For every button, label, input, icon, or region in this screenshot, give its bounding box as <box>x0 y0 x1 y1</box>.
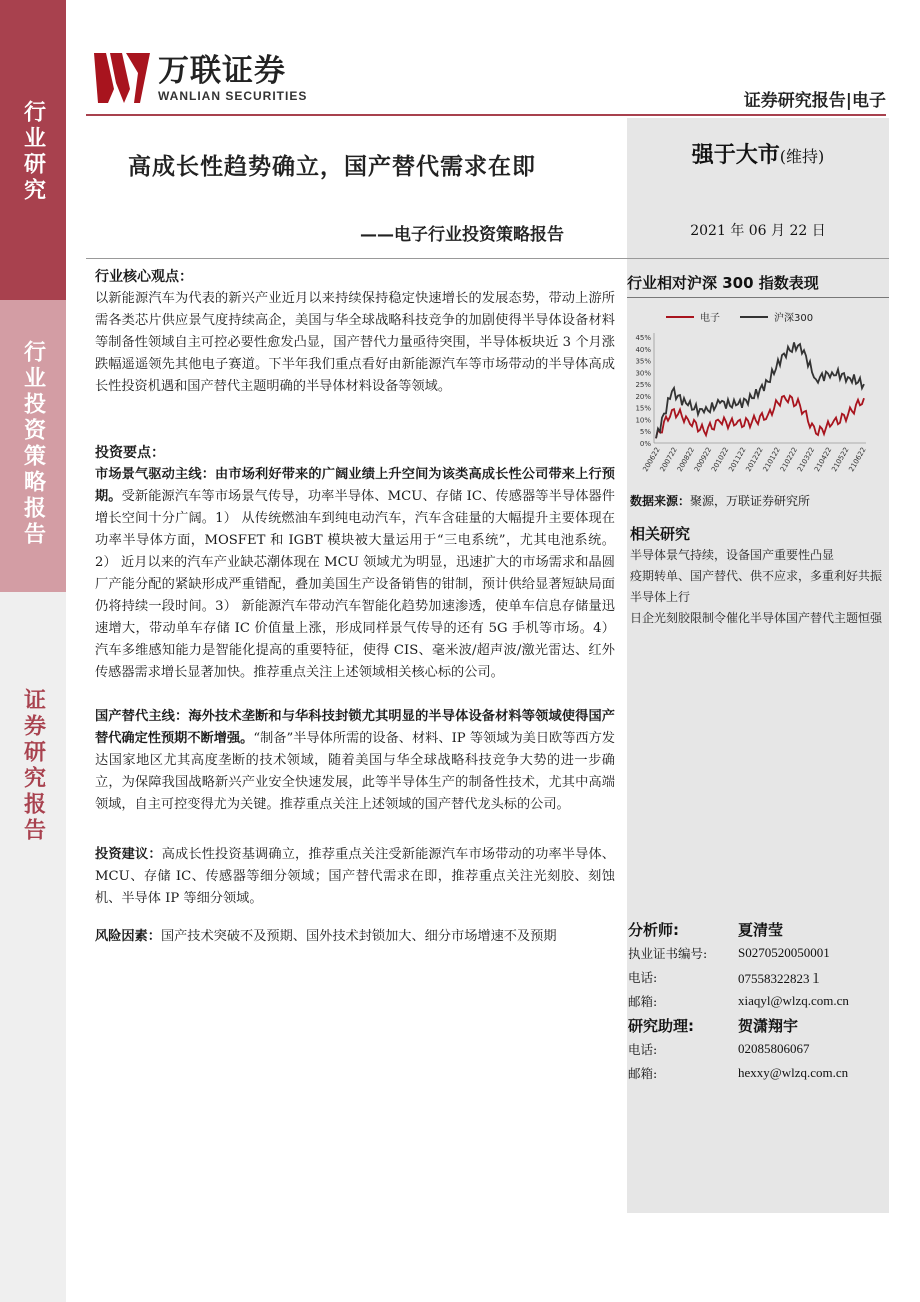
related-research-item[interactable]: 日企光刻胶限制令催化半导体国产替代主题恒强 <box>630 611 883 625</box>
domestic-substitution-text: “制备”半导体所需的设备、材料、IP 等领域为美日欧等西方发达国家地区尤其高度垄断的技术领域，随着美国与华全球战略科技竞争大势的进一步确立，为保障我国战略新兴产业安全快速发展，此等半导体生产的制备性技术，尤其中高端领域，自主可控变得尤为关键。推荐重点关注上述领域的国产替代龙头标的公司。 <box>95 731 615 812</box>
logo-english-name: WANLIAN SECURITIES <box>158 89 308 103</box>
logo-chinese-name: 万联证券 <box>158 53 286 89</box>
rating-note: (维持) <box>779 147 825 166</box>
company-logo <box>94 48 307 108</box>
phone-label: 电话: <box>628 970 658 985</box>
y-tick-label: 45% <box>635 334 651 342</box>
side-bar <box>0 0 66 1302</box>
w-logo-icon <box>94 53 150 103</box>
assistant-phone: 02085806067 <box>738 1041 810 1056</box>
market-driver-lead: 市场景气驱动主线：由市场利好带来的广阔业绩上升空间为该类高成长性公司带来上行预期。 <box>95 467 615 504</box>
y-tick-label: 35% <box>635 357 651 366</box>
x-tick-label: 200822 <box>675 446 697 474</box>
rating-block <box>627 138 889 169</box>
chart-svg <box>632 305 882 483</box>
risk-factors-paragraph <box>95 926 615 948</box>
related-research-heading: 相关研究 <box>630 525 691 543</box>
related-research-list <box>630 545 886 629</box>
main-content <box>95 266 615 948</box>
y-tick-label: 30% <box>635 369 651 378</box>
sidebar-segment-securities-report: 证券研究报告 <box>0 592 66 1302</box>
x-tick-label: 201122 <box>727 446 748 474</box>
related-research-item[interactable]: 半导体景气持续，设备国产重要性凸显 <box>630 548 835 562</box>
market-driver-paragraph <box>95 464 615 684</box>
report-date: 2021 年 06 月 22 日 <box>690 223 826 239</box>
relative-performance-chart <box>632 305 882 483</box>
header-divider <box>86 114 886 116</box>
risk-factors-text: 国产技术突破不及预期、国外技术封锁加大、细分市场增速不及预期 <box>160 929 557 944</box>
y-tick-label: 10% <box>635 416 651 425</box>
x-tick-label: 200622 <box>641 446 662 474</box>
investment-points-heading: 投资要点： <box>95 445 165 461</box>
assistant-email[interactable]: hexxy@wlzq.com.cn <box>738 1065 849 1080</box>
report-type-label: 证券研究报告|电子 <box>743 91 886 111</box>
email-label: 邮箱: <box>628 994 658 1009</box>
legend-label-csi300: 沪深300 <box>774 313 814 324</box>
cert-label: 执业证书编号: <box>628 946 708 961</box>
analyst-phone: 07558322823１ <box>738 970 823 986</box>
sidebar-segment-industry-research: 行业研究 <box>0 0 66 300</box>
x-tick-label: 210122 <box>761 446 782 474</box>
core-view-text: 以新能源汽车为代表的新兴产业近月以来持续保持稳定快速增长的发展态势，带动上游所需各类芯片供应景气度持续高企，美国与华全球战略科技竞争的加剧使得半导体设备材料等制备性领域自主可控必要性愈发凸显，国产替代力量亟待突围，半导体板块近 3 个月涨跌幅遥遥领先其他电子赛道。下半年我们重点看好由新能源汽车等市场带动的半导体高成长性投资机遇和国产替代主题明确的半导体材料设备等领域。 <box>95 291 615 394</box>
y-tick-label: 25% <box>635 381 651 390</box>
x-tick-label: 210222 <box>778 446 800 474</box>
x-tick-label: 200722 <box>658 446 679 474</box>
x-tick-label: 210322 <box>795 446 817 474</box>
email-label: 邮箱: <box>628 1066 658 1081</box>
x-tick-label: 210422 <box>813 446 834 474</box>
data-source-label: 数据来源： <box>630 494 691 508</box>
y-tick-label: 40% <box>635 345 651 354</box>
assistant-label: 研究助理: <box>628 1016 694 1035</box>
x-tick-label: 201022 <box>710 446 731 474</box>
data-source-value: 聚源，万联证券研究所 <box>690 494 811 508</box>
investment-advice-heading: 投资建议： <box>95 847 162 862</box>
analyst-label: 分析师: <box>628 920 679 939</box>
y-tick-label: 20% <box>635 392 651 401</box>
analyst-name: 夏清莹 <box>738 920 784 939</box>
investment-advice-paragraph <box>95 844 615 910</box>
assistant-name: 贺潇翔宇 <box>738 1016 799 1035</box>
x-tick-label: 210522 <box>830 446 851 474</box>
analyst-info <box>628 917 886 1085</box>
investment-advice-text: 高成长性投资基调确立，推荐重点关注受新能源汽车市场带动的功率半导体、MCU、存储 IC、传感器等细分领域；国产替代需求在即，推荐重点关注光刻胶、刻蚀机、半导体 IP 等细分领域。 <box>95 847 615 906</box>
x-tick-label: 201222 <box>744 446 765 474</box>
rating-value: 强于大市 <box>691 143 780 168</box>
cert-number: S0270520050001 <box>738 945 830 960</box>
analyst-email[interactable]: xiaqyl@wlzq.com.cn <box>738 993 849 1008</box>
data-source <box>630 492 810 509</box>
risk-factors-heading: 风险因素： <box>95 929 161 944</box>
y-tick-label: 5% <box>639 428 651 437</box>
x-tick-label: 210622 <box>847 446 868 474</box>
section-divider <box>86 258 889 259</box>
report-subtitle: ——电子行业投资策略报告 <box>360 225 564 245</box>
x-tick-label: 200922 <box>692 446 714 474</box>
related-research-item[interactable]: 疫期转单、国产替代、供不应求，多重利好共振半导体上行 <box>630 569 883 604</box>
domestic-substitution-lead: 国产替代主线：海外技术垄断和与华科技封锁尤其明显的半导体设备材料等领域使得国产替代确定性预期不断增强。 <box>95 709 615 746</box>
phone-label: 电话: <box>628 1042 658 1057</box>
core-view-heading: 行业核心观点： <box>95 269 193 285</box>
series-line-electronics <box>656 396 864 439</box>
sidebar-segment-strategy-report: 行业投资策略报告 <box>0 300 66 592</box>
y-tick-label: 0% <box>639 440 651 448</box>
chart-title-divider <box>627 297 889 298</box>
market-driver-text: 受新能源汽车等市场景气传导，功率半导体、MCU、存储 IC、传感器等半导体器件增长空间十分广阔。1） 从传统燃油车到纯电动汽车，汽车含硅量的大幅提升主要体现在功率半导体方面，MOSFET 和 IGBT 模块被大量运用于“三电系统”，尤其电池系统。2） 近月以来的汽车产业缺芯潮体现在 MCU 领域尤为明显，迅速扩大的市场需求和晶圆厂产能分配的紧缺形成严重错配，叠加美国生产设备销售的钳制，预计供给显著短缺局面仍将持续一段时间。3） 新能源汽车带动汽车智能化趋势加速渗透，使单车信息存储量迅速增大，带动单车存储 IC 价值量上涨，形成同样景气传导的还有 5G 手机等市场。4） 汽车多维感知能力是智能化提高的重要特征，使得 CIS、毫米波/超声波/激光雷达、红外传感器需求增长显著加快。推荐重点关注上述领域相关核心标的公司。 <box>95 489 615 680</box>
report-title: 高成长性趋势确立，国产替代需求在即 <box>128 154 536 180</box>
chart-title: 行业相对沪深 300 指数表现 <box>627 274 819 292</box>
y-tick-label: 15% <box>635 404 651 413</box>
legend-label-electronics: 电子 <box>700 313 720 324</box>
domestic-substitution-paragraph <box>95 706 615 816</box>
chart-legend <box>666 311 813 324</box>
